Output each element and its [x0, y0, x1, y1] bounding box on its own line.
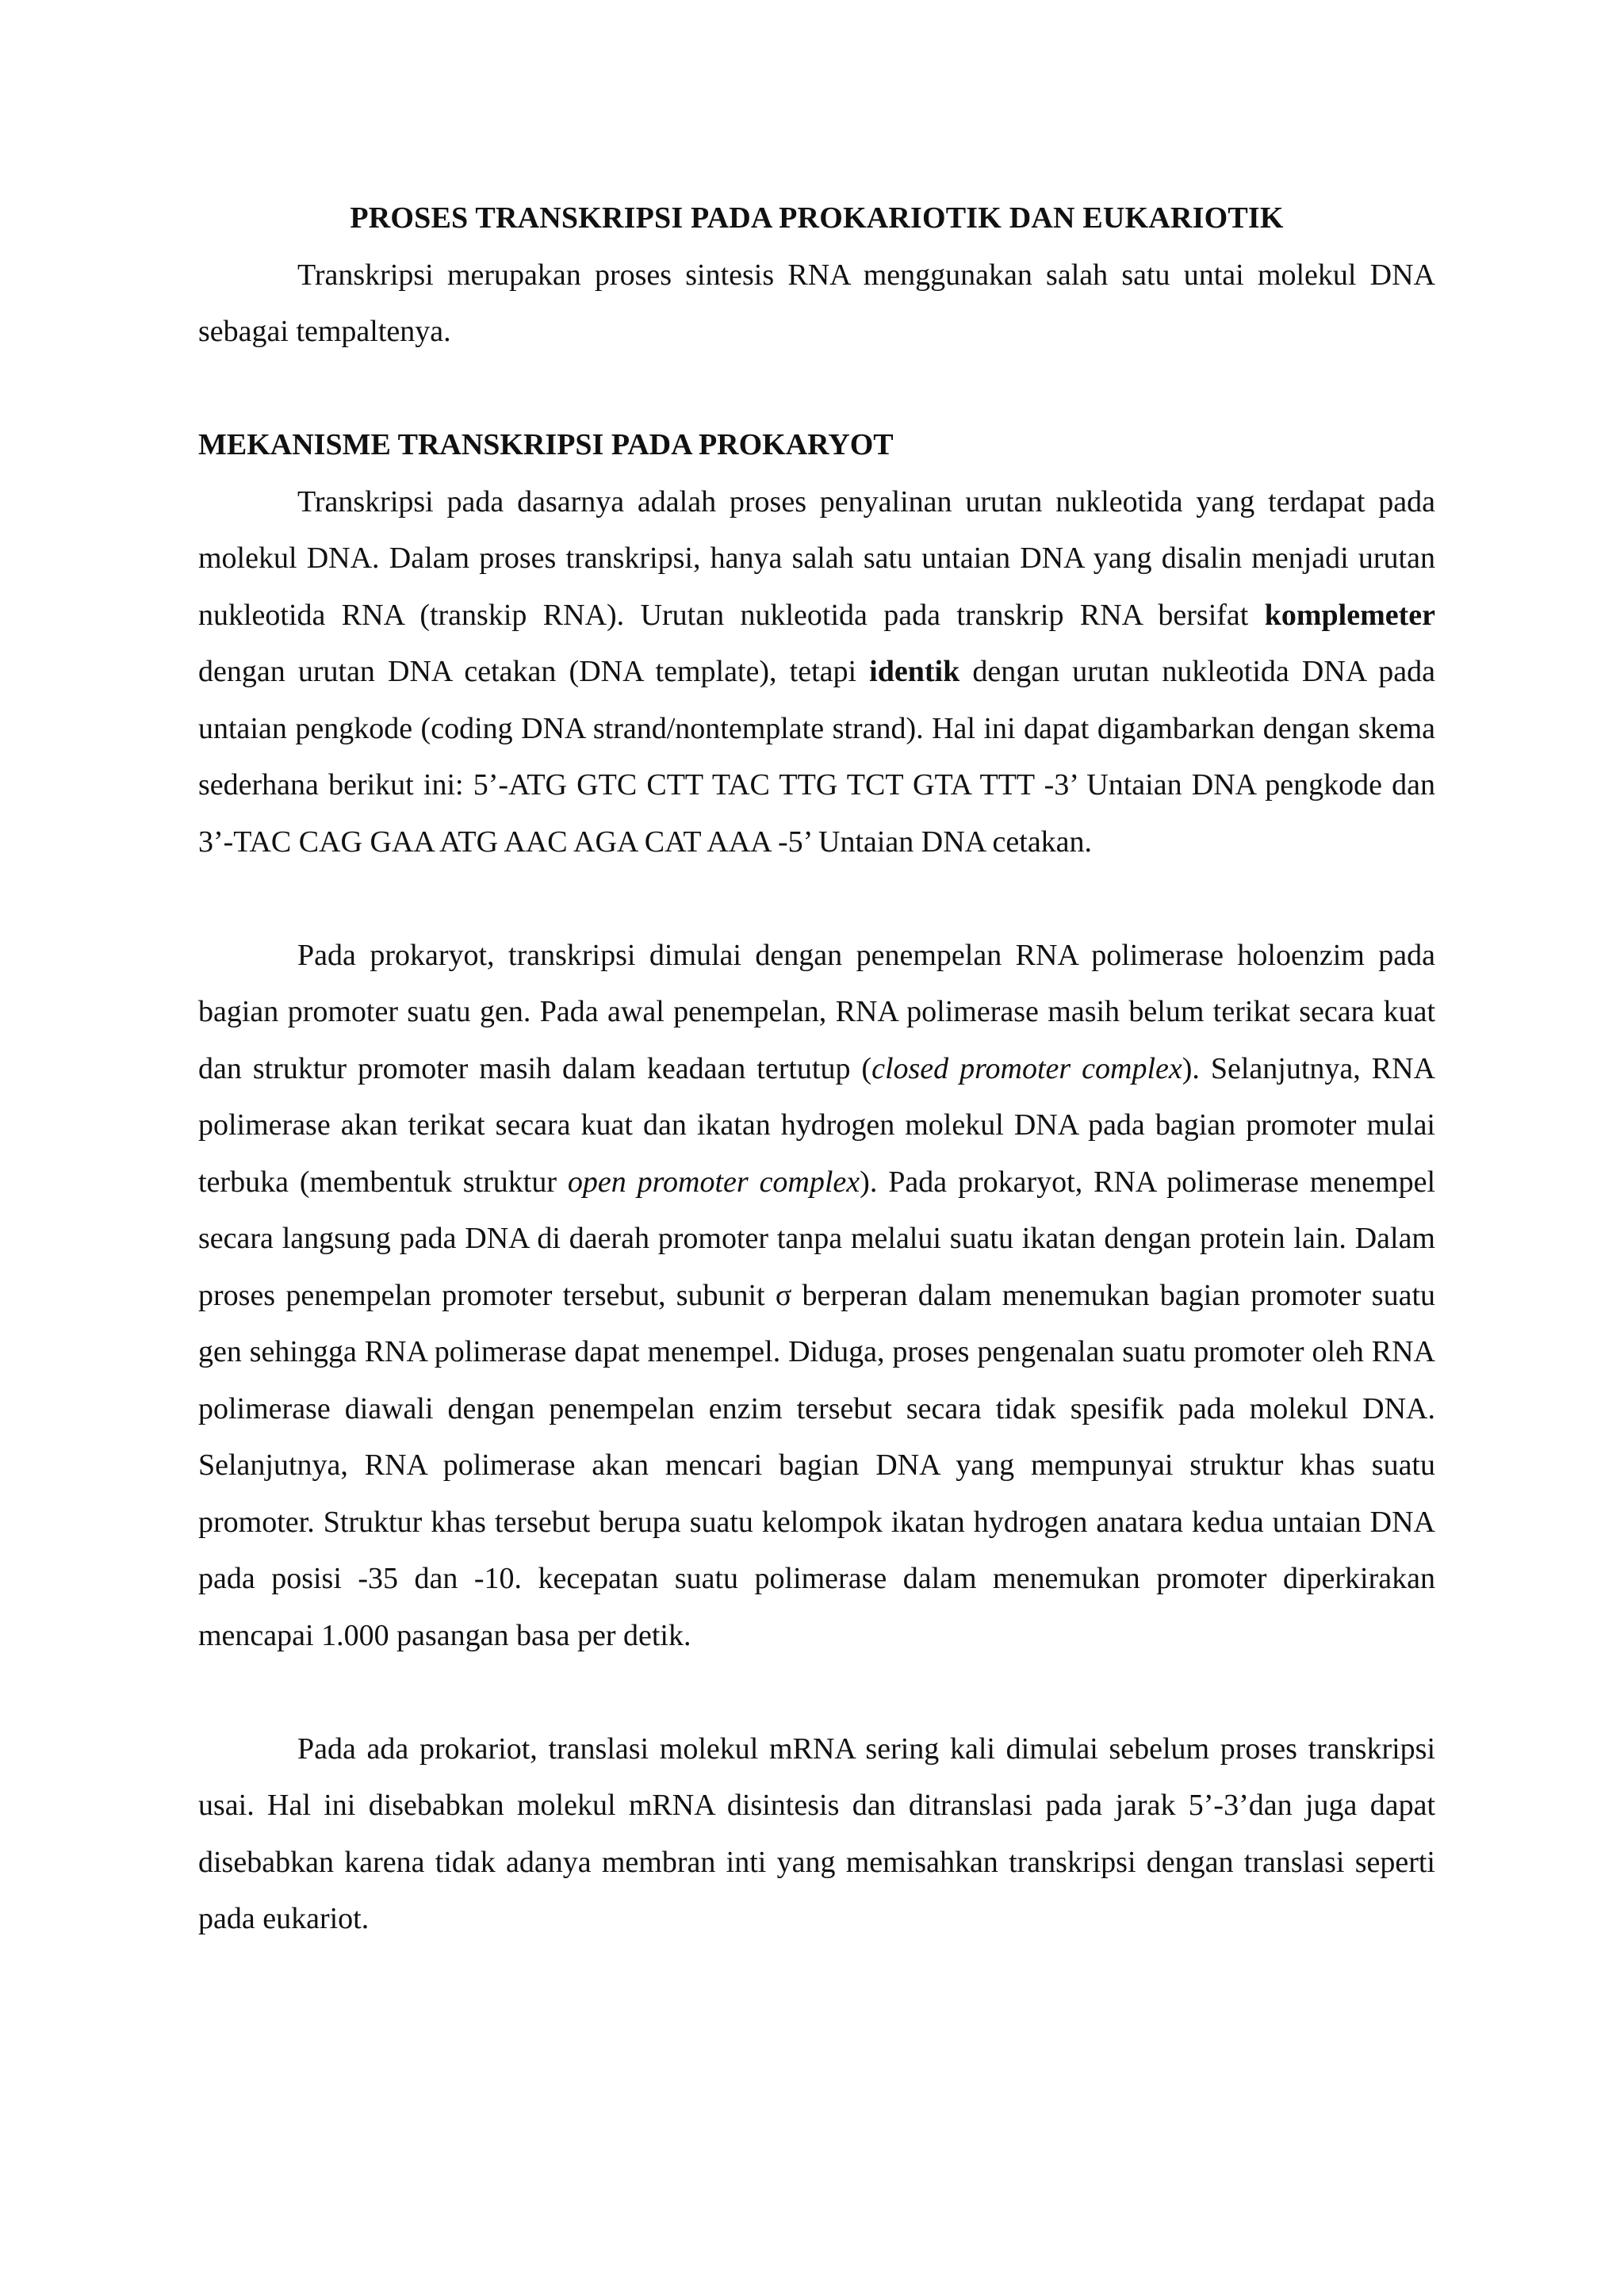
paragraph-text: dengan urutan nukleotida DNA pada untaian pengkode (coding DNA strand/nontemplate strand). Hal ini dapat digambarkan dengan skema sederhana berikut ini: 5’-ATG GTC CTT TAC TTG TCT GTA TTT -3’ Untaian DNA pengkode dan 3’-TAC CAG GAA ATG AAC AGA CAT AAA -5’ Untaian DNA cetakan. [198, 655, 1435, 859]
document-title: PROSES TRANSKRIPSI PADA PROKARIOTIK DAN EUKARIOTIK [350, 201, 1284, 235]
italic-term-closed-promoter: closed promoter complex [871, 1051, 1182, 1085]
spacer [198, 361, 1435, 418]
document-body [198, 190, 1435, 1948]
paragraph-text: ). Pada prokaryot, RNA polimerase menempel secara langsung pada DNA di daerah promoter tanpa melalui suatu ikatan dengan protein lain. Dalam proses penempelan promoter tersebut, subunit σ berperan dalam menemukan bagian promoter suatu gen sehingga RNA polimerase dapat menempel. Diduga, proses pengenalan suatu promoter oleh RNA polimerase diawali dengan penempelan enzim tersebut secara tidak spesifik pada molekul DNA. Selanjutnya, RNA polimerase akan mencari bagian DNA yang mempunyai struktur khas suatu promoter. Struktur khas tersebut berupa suatu kelompok ikatan hydrogen anatara kedua untaian DNA pada posisi -35 dan -10. kecepatan suatu polimerase dalam menemukan promoter diperkirakan mencapai 1.000 pasangan basa per detik. [198, 1165, 1435, 1652]
paragraph-transcription-basics [198, 474, 1435, 871]
paragraph-text: ). Selanjutnya, RNA polimerase akan terikat secara kuat dan ikatan hydrogen molekul DNA pada bagian promoter mulai terbuka (membentuk struktur [198, 1051, 1435, 1199]
paragraph-translation: Pada ada prokariot, translasi molekul mRNA sering kali dimulai sebelum proses transkripsi usai. Hal ini disebabkan molekul mRNA disintesis dan ditranslasi pada jarak 5’-3’dan juga dapat disebabkan karena tidak adanya membran inti yang memisahkan transkripsi dengan translasi seperti pada eukariot. [198, 1732, 1435, 1935]
bold-term-identik: identik [869, 655, 960, 688]
spacer [198, 1664, 1435, 1721]
paragraph-text: Pada prokaryot, transkripsi dimulai dengan penempelan RNA polimerase holoenzim pada bagian promoter suatu gen. Pada awal penempelan, RNA polimerase masih belum terikat secara kuat dan struktur promoter masih dalam keadaan tertutup ( [198, 938, 1435, 1085]
spacer [198, 871, 1435, 928]
bold-term-komplemeter: komplemeter [1264, 598, 1435, 632]
italic-term-open-promoter: open promoter complex [567, 1165, 860, 1199]
paragraph-text: Transkripsi pada dasarnya adalah proses penyalinan urutan nukleotida yang terdapat pada molekul DNA. Dalam proses transkripsi, hanya salah satu untaian DNA yang disalin menjadi urutan nukleotida RNA (transkip RNA). Urutan nukleotida pada transkrip RNA bersifat [198, 484, 1435, 632]
intro-paragraph: Transkripsi merupakan proses sintesis RNA menggunakan salah satu untai molekul DNA sebagai tempaltenya. [198, 258, 1435, 348]
section-heading: MEKANISME TRANSKRIPSI PADA PROKARYOT [198, 428, 894, 461]
paragraph-text: dengan urutan DNA cetakan (DNA template), tetapi [198, 655, 870, 688]
paragraph-promoter-binding [198, 928, 1435, 1665]
